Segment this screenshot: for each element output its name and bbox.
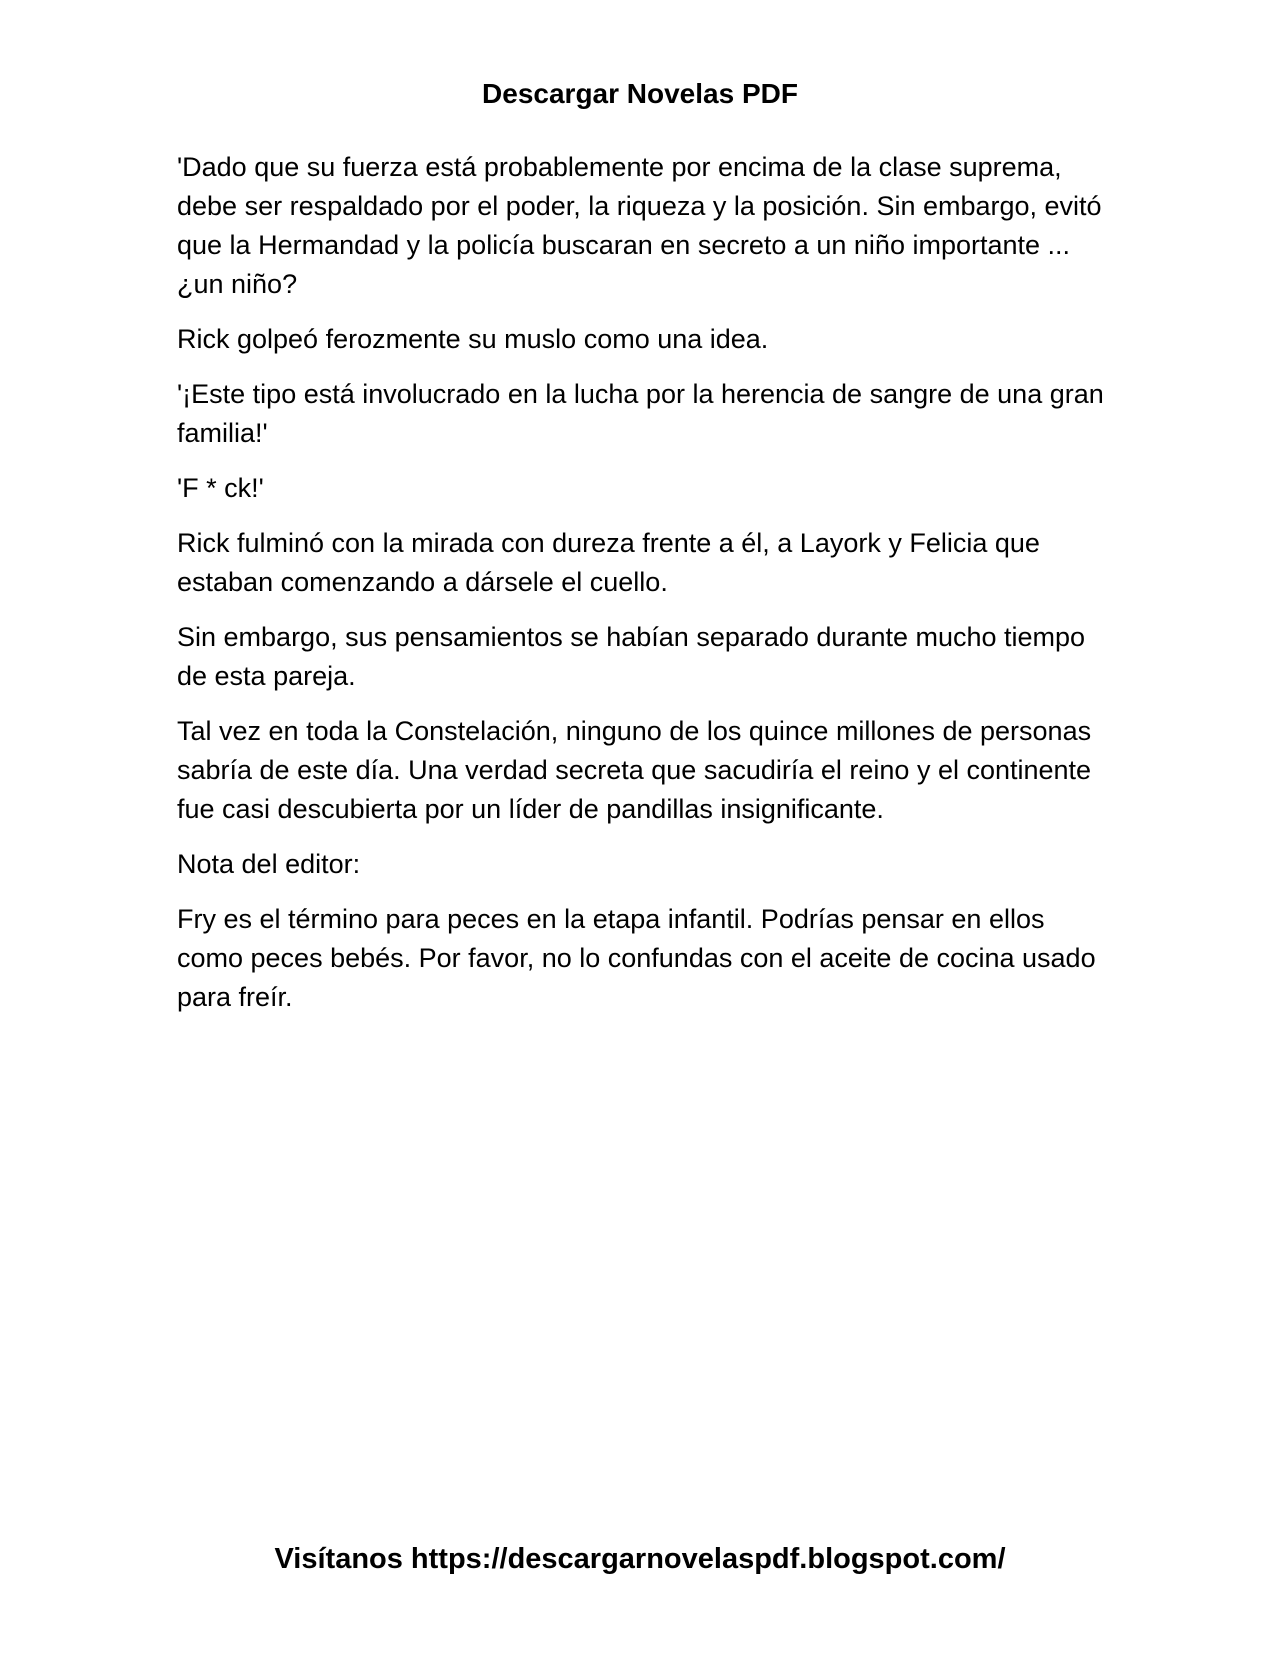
document-body [177, 148, 1107, 1033]
paragraph: Rick golpeó ferozmente su muslo como una idea. [177, 324, 769, 354]
paragraph: Tal vez en toda la Constelación, ninguno de los quince millones de personas sabría de este día. Una verdad secreta que sacudiría el reino y el continente fue casi descubierta por un líder de pandillas insignificante. [177, 716, 1092, 824]
paragraph: 'F * ck!' [177, 473, 264, 503]
paragraph: Rick fulminó con la mirada con dureza frente a él, a Layork y Felicia que estaban comenzando a dársele el cuello. [177, 528, 1040, 597]
paragraph: 'Dado que su fuerza está probablemente por encima de la clase suprema, debe ser respaldado por el poder, la riqueza y la posición. Sin embargo, evitó que la Hermandad y la policía buscaran en secreto a un niño importante ... ¿un niño? [177, 152, 1102, 299]
page-header-title: Descargar Novelas PDF [482, 78, 798, 109]
editor-note-heading: Nota del editor: [177, 849, 361, 879]
paragraph: '¡Este tipo está involucrado en la lucha por la herencia de sangre de una gran familia!' [177, 379, 1104, 448]
editor-note-text: Fry es el término para peces en la etapa infantil. Podrías pensar en ellos como peces bebés. Por favor, no lo confundas con el aceite de cocina usado para freír. [177, 904, 1096, 1012]
paragraph: Sin embargo, sus pensamientos se habían separado durante mucho tiempo de esta pareja. [177, 622, 1086, 691]
footer-visit-link[interactable]: Visítanos https://descargarnovelaspdf.blogspot.com/ [274, 1543, 1006, 1575]
